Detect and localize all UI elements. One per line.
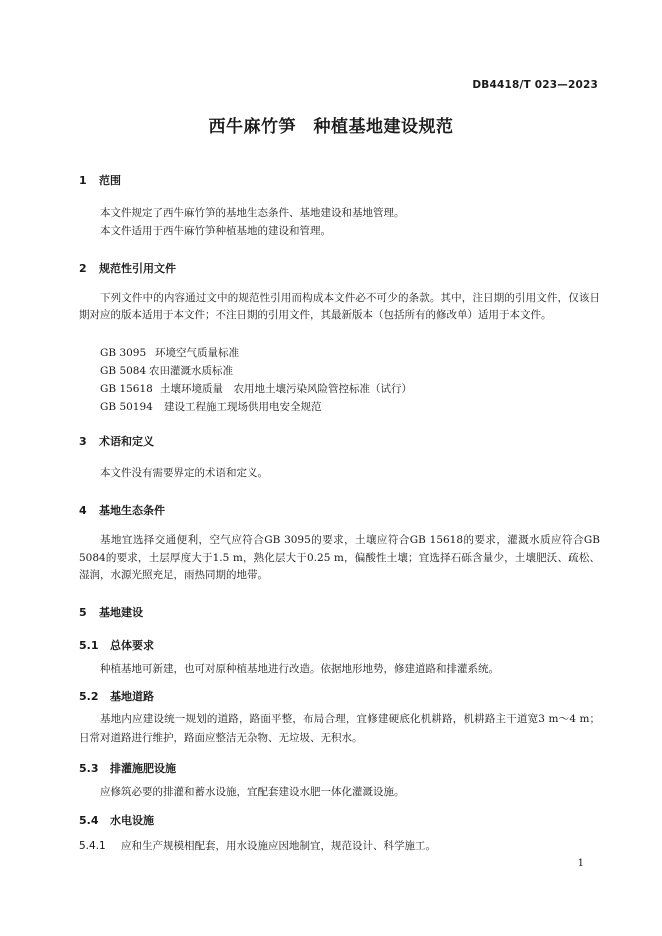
subsection-number: 5.1 [79,639,99,652]
reference-item [100,345,239,360]
section-number: 1 [79,174,87,187]
section-4-heading [79,502,165,518]
subsection-number: 5.3 [79,762,99,775]
subsection-title: 基地道路 [110,690,154,703]
subsection-5-3-heading [79,760,176,776]
section-4-paragraph: 基地宜选择交通便利，空气应符合GB 3095的要求，土壤应符合GB 15618的要求，灌溉水质应符合GB 5084的要求，土层厚度大于1.5 m，熟化层大于0.25 m，偏酸性土壤；宜选择石砾含量少，土壤肥沃、疏松、湿润，水源光照充足，雨热同期的地带。 [79,534,600,581]
section-5-heading [79,604,143,620]
clause-5-4-1 [79,838,436,853]
reference-item [100,363,233,378]
section-3-paragraph: 本文件没有需要界定的术语和定义。 [100,467,268,479]
section-1-heading [79,172,121,188]
section-number: 3 [79,435,87,448]
reference-code: GB 50194 [100,401,153,413]
section-3-heading [79,433,154,449]
subsection-5-1-heading [79,637,154,653]
section-2-paragraph: 下列文件中的内容通过文中的规范性引用而构成本文件必不可少的条款。其中，注日期的引用文件，仅该日期对应的版本适用于本文件；不注日期的引用文件，其最新版本（包括所有的修改单）适用于本文件。 [79,292,600,321]
reference-title: 土壤环境质量 农用地土壤污染风险管控标准（试行） [160,383,412,395]
section-number: 4 [79,504,87,517]
reference-code: GB 15618 [100,383,153,395]
section-title: 规范性引用文件 [99,262,176,275]
reference-code: GB 5084 [100,365,147,377]
reference-item [100,399,322,414]
reference-title: 建设工程施工现场供用电安全规范 [164,401,322,413]
section-1-paragraph-1: 本文件规定了西牛麻竹笋的基地生态条件、基地建设和基地管理。 [100,207,405,219]
section-number: 5 [79,606,87,619]
section-number: 2 [79,262,87,275]
subsection-number: 5.4 [79,814,99,827]
subsection-5-2-paragraph: 基地内应建设统一规划的道路，路面平整，布局合理，宜修建硬底化机耕路，机耕路主干道宽3 m～4 m；日常对道路进行维护，路面应整洁无杂物、无垃圾、无积水。 [79,713,600,744]
reference-title: 环境空气质量标准 [155,347,239,359]
clause-number: 5.4.1 [79,840,106,852]
clause-text: 应和生产规模相配套，用水设施应因地制宜，规范设计、科学施工。 [121,840,436,852]
section-title: 术语和定义 [99,435,154,448]
subsection-5-4-heading [79,812,154,828]
page-number: 1 [577,858,584,869]
section-title: 范围 [99,174,121,187]
document-code: DB4418/T 023—2023 [472,79,598,91]
subsection-title: 排灌施肥设施 [110,762,176,775]
subsection-title: 总体要求 [110,639,154,652]
subsection-5-1-paragraph: 种植基地可新建，也可对原种植基地进行改造。依据地形地势，修建道路和排灌系统。 [100,663,499,675]
section-2-heading [79,260,176,276]
document-title: 西牛麻竹笋 种植基地建设规范 [208,117,454,137]
section-1-paragraph-2: 本文件适用于西牛麻竹笋种植基地的建设和管理。 [100,225,331,237]
subsection-number: 5.2 [79,690,99,703]
reference-title: 农田灌溉水质标准 [149,365,233,377]
section-title: 基地建设 [99,606,143,619]
subsection-title: 水电设施 [110,814,154,827]
subsection-5-2-heading [79,688,154,704]
reference-item [100,381,412,396]
subsection-5-3-paragraph: 应修筑必要的排灌和蓄水设施，宜配套建设水肥一体化灌溉设施。 [100,786,405,798]
reference-code: GB 3095 [100,347,147,359]
section-title: 基地生态条件 [99,504,165,517]
